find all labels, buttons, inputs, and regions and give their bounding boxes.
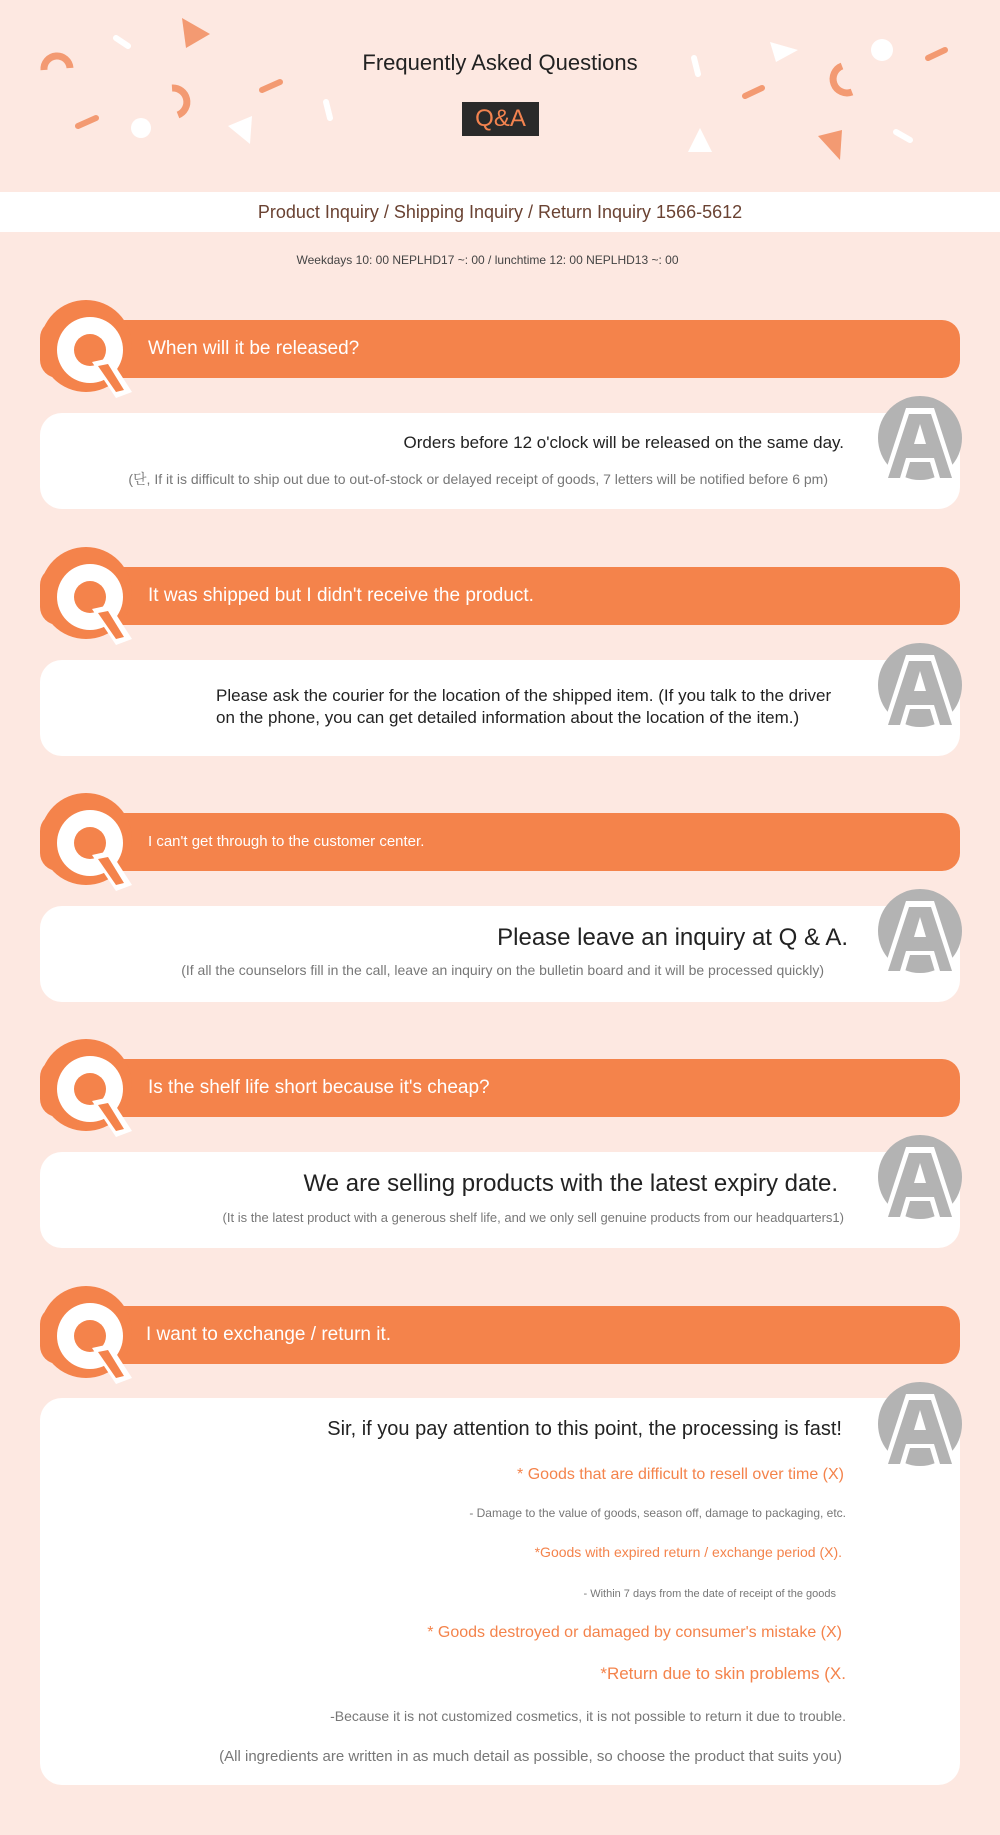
return-condition-item: * Goods destroyed or damaged by consumer's mistake (X): [427, 1624, 842, 1641]
faq-question-5[interactable]: [40, 1306, 960, 1364]
question-text: When will it be released?: [148, 338, 360, 359]
a-icon: [878, 889, 962, 979]
q-icon: [40, 300, 132, 400]
qa-badge: Q&A: [462, 102, 539, 136]
answer-note-text: (It is the latest product with a generous shelf life, and we only sell genuine products from our headquarters1): [222, 1210, 844, 1225]
answer-main-text: Please leave an inquiry at Q & A.: [497, 924, 848, 951]
faq-question-3[interactable]: [40, 813, 960, 871]
answer-main-text: Sir, if you pay attention to this point, the processing is fast!: [327, 1418, 842, 1440]
return-condition-item: *Goods with expired return / exchange period (X).: [534, 1544, 842, 1560]
answer-line-2: on the phone, you can get detailed information about the location of the item.): [216, 708, 800, 727]
q-icon: [40, 793, 132, 893]
confetti-decoration: [0, 0, 1000, 190]
a-icon: [878, 643, 962, 733]
return-condition-item: * Goods that are difficult to resell over time (X): [517, 1466, 844, 1483]
page-title: Frequently Asked Questions: [362, 50, 638, 75]
faq-question-2[interactable]: [40, 567, 960, 625]
return-condition-detail: - Within 7 days from the date of receipt of the goods: [583, 1588, 836, 1600]
return-condition-detail: -Because it is not customized cosmetics, it is not possible to return it due to trouble.: [330, 1708, 846, 1724]
faq-answer-2: [40, 660, 960, 756]
answer-main-text: We are selling products with the latest expiry date.: [303, 1170, 838, 1197]
faq-answer-5: [40, 1398, 960, 1785]
inquiry-contact-bar: Product Inquiry / Shipping Inquiry / Return Inquiry 1566-5612: [0, 192, 1000, 232]
a-icon: [878, 396, 962, 486]
question-text: I can't get through to the customer center.: [148, 833, 425, 850]
faq-answer-4: [40, 1152, 960, 1248]
a-icon: [878, 1135, 962, 1225]
a-icon: [878, 1382, 962, 1472]
header-banner: [0, 0, 1000, 190]
faq-question-1[interactable]: [40, 320, 960, 378]
return-condition-detail: - Damage to the value of goods, season off, damage to packaging, etc.: [469, 1506, 846, 1520]
answer-line-1: Please ask the courier for the location of the shipped item. (If you talk to the driver: [216, 686, 832, 705]
faq-answer-3: [40, 906, 960, 1002]
answer-note-text: (단, If it is difficult to ship out due to out-of-stock or delayed receipt of goods, 7 letters will be notified before 6 pm): [128, 471, 828, 487]
ingredients-note: (All ingredients are written in as much detail as possible, so choose the product that suits you): [219, 1748, 842, 1765]
return-condition-item: *Return due to skin problems (X.: [600, 1664, 846, 1683]
answer-main-text: Orders before 12 o'clock will be released on the same day.: [403, 433, 844, 452]
question-text: Is the shelf life short because it's cheap?: [148, 1077, 490, 1098]
faq-answer-1: [40, 413, 960, 509]
q-icon: [40, 1286, 132, 1386]
q-icon: [40, 1039, 132, 1139]
answer-note-text: (If all the counselors fill in the call, leave an inquiry on the bulletin board and it will be processed quickly): [181, 962, 824, 978]
q-icon: [40, 547, 132, 647]
faq-question-4[interactable]: [40, 1059, 960, 1117]
business-hours: Weekdays 10: 00 NEPLHD17 ~: 00 / lunchtime 12: 00 NEPLHD13 ~: 00: [296, 253, 679, 267]
question-text: I want to exchange / return it.: [146, 1324, 392, 1345]
question-text: It was shipped but I didn't receive the product.: [148, 585, 534, 606]
